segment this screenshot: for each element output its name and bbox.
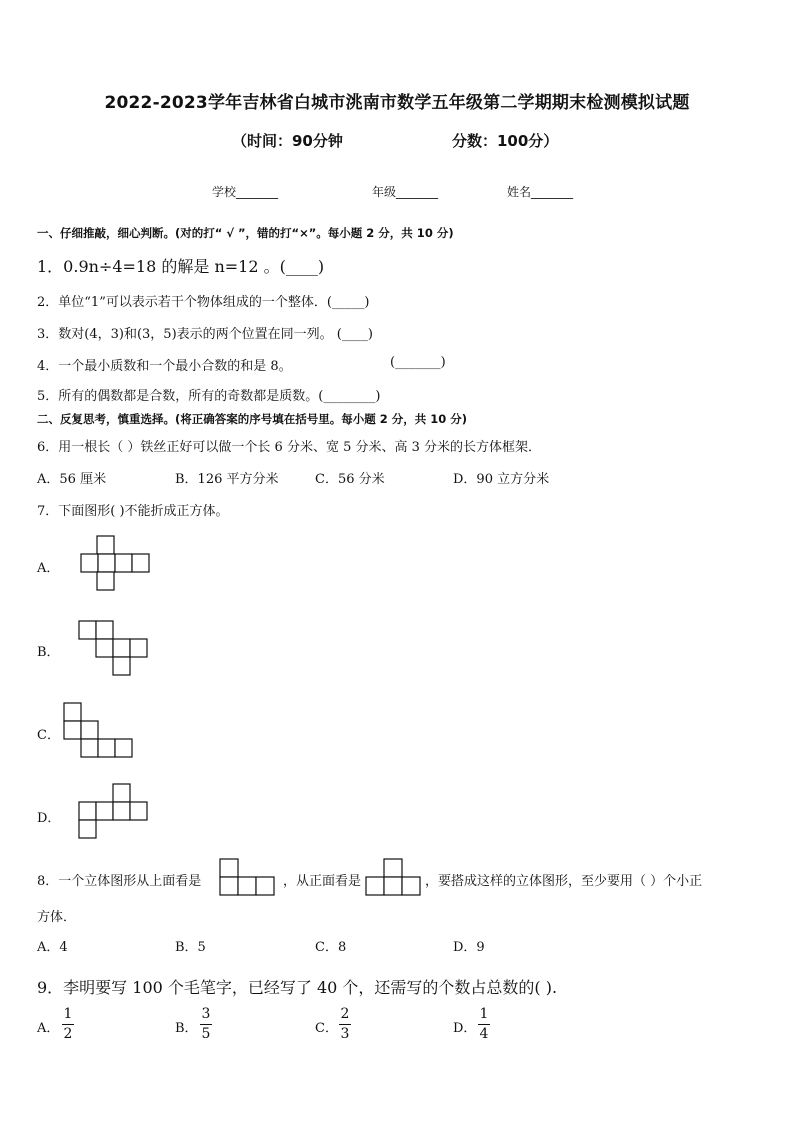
question-4-blank: (_______) <box>390 355 446 370</box>
question-4: 4．一个最小质数和一个最小合数的和是 8。 <box>37 359 292 374</box>
question-1: 1．0.9n÷4=18 的解是 n=12 。(____) <box>37 257 325 276</box>
question-8-part1: 8．一个立体图形从上面看是 <box>37 874 202 889</box>
q7-option-d-label: D． <box>37 811 61 826</box>
q8-option-c: C．8 <box>315 940 347 955</box>
page-title: 2022-2023学年吉林省白城市洮南市数学五年级第二学期期末检测模拟试题 <box>104 93 690 113</box>
q9-option-c-label: C． <box>315 1021 338 1036</box>
question-6: 6．用一根长（ ）铁丝正好可以做一个长 6 分米、宽 5 分米、高 3 分米的长方体框架． <box>37 440 542 455</box>
fraction-bar <box>478 1024 490 1025</box>
q9-option-a-label: A． <box>37 1021 60 1036</box>
question-9: 9．李明要写 100 个毛笔字，已经写了 40 个，还需写的个数占总数的( ). <box>37 978 558 997</box>
exam-time: （时间：90分钟 <box>232 132 343 150</box>
grade-field: 年级_______ <box>372 185 439 199</box>
q8-option-a: A．4 <box>37 940 68 955</box>
q9-option-d-fraction <box>478 1006 490 1043</box>
fraction-denominator: 2 <box>63 1026 73 1042</box>
fraction-bar <box>62 1024 74 1025</box>
q6-option-b: B．126 平方分米 <box>175 472 279 487</box>
fraction-numerator: 1 <box>479 1006 489 1022</box>
q9-option-a-fraction <box>62 1006 74 1043</box>
question-8-part4: 方体． <box>37 910 77 925</box>
name-field: 姓名_______ <box>507 185 574 199</box>
q6-option-d: D．90 立方分米 <box>453 472 550 487</box>
q9-option-c-fraction <box>339 1006 351 1043</box>
section-1-heading: 一、仔细推敲，细心判断。(对的打“ √ ”，错的打“×”。每小题 2 分，共 10 分) <box>37 226 454 240</box>
q6-option-a: A．56 厘米 <box>37 472 107 487</box>
question-3: 3．数对(4，3)和(3，5)表示的两个位置在同一列。 (____) <box>37 327 373 342</box>
q7-net-b <box>78 620 154 680</box>
fraction-denominator: 4 <box>479 1026 489 1042</box>
q7-net-a <box>80 535 152 595</box>
q7-net-c <box>63 702 139 762</box>
q7-option-a-label: A． <box>37 561 60 576</box>
question-8-part2: ，从正面看是 <box>283 874 362 889</box>
q9-option-b-label: B． <box>175 1021 198 1036</box>
school-field: 学校_______ <box>212 185 279 199</box>
section-2-heading: 二、反复思考，慎重选择。(将正确答案的序号填在括号里。每小题 2 分，共 10 分) <box>37 412 468 426</box>
q6-option-c: C．56 分米 <box>315 472 385 487</box>
question-8-part3: ，要搭成这样的立体图形，至少要用（ ）个小正 <box>425 874 703 889</box>
q7-net-d <box>78 783 154 843</box>
q8-front-view <box>365 858 425 898</box>
q8-option-d: D．9 <box>453 940 485 955</box>
q7-option-c-label: C． <box>37 728 60 743</box>
exam-score: 分数：100分） <box>452 132 559 150</box>
question-5: 5．所有的偶数都是合数，所有的奇数都是质数。(________) <box>37 389 381 404</box>
fraction-denominator: 5 <box>201 1026 211 1042</box>
fraction-numerator: 3 <box>201 1006 211 1022</box>
question-2: 2．单位“1”可以表示若干个物体组成的一个整体．(_____) <box>37 295 370 310</box>
q9-option-b-fraction <box>200 1006 212 1043</box>
fraction-numerator: 2 <box>340 1006 350 1022</box>
q9-option-d-label: D． <box>453 1021 477 1036</box>
q7-option-b-label: B． <box>37 645 60 660</box>
q8-option-b: B．5 <box>175 940 206 955</box>
fraction-denominator: 3 <box>340 1026 350 1042</box>
fraction-bar <box>200 1024 212 1025</box>
q8-top-view <box>219 858 279 898</box>
fraction-numerator: 1 <box>63 1006 73 1022</box>
fraction-bar <box>339 1024 351 1025</box>
question-7: 7．下面图形( )不能折成正方体。 <box>37 504 229 519</box>
